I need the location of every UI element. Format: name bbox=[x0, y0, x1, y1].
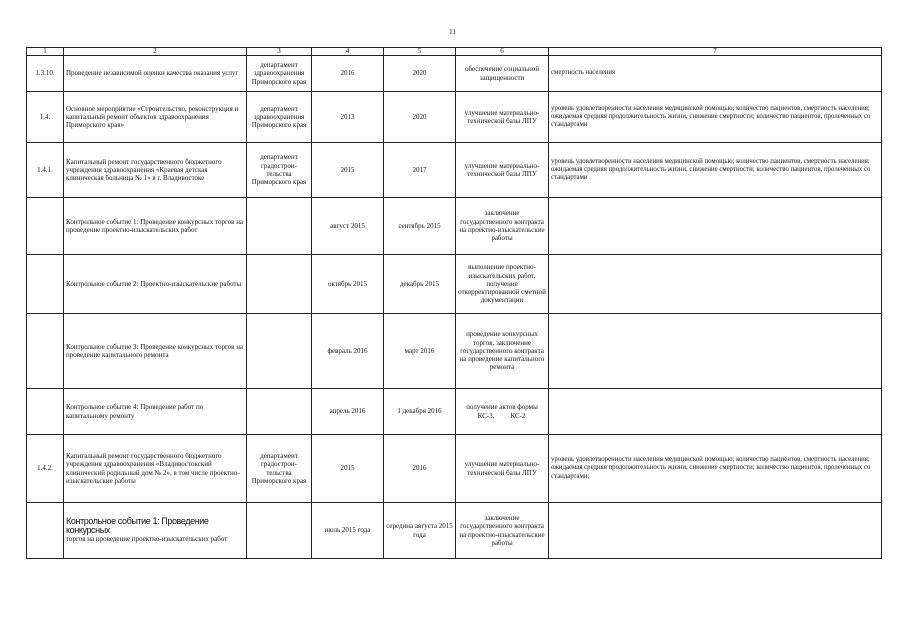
result-form-a: КС-3, bbox=[477, 411, 495, 420]
indicator-link bbox=[549, 389, 882, 435]
table-row bbox=[27, 314, 882, 389]
row-number bbox=[27, 503, 64, 559]
responsible-executor bbox=[247, 255, 312, 314]
end-date: 2017 bbox=[384, 143, 456, 198]
activity-name: Капитальный ремонт государственного бюджетного учреждения здравоохранения «Краевая детская клиническая больница № 1» в г. Владивостоке bbox=[64, 143, 247, 198]
column-number-row bbox=[27, 48, 882, 56]
table-row bbox=[27, 143, 882, 198]
table-row bbox=[27, 255, 882, 314]
start-date: 2015 bbox=[312, 143, 384, 198]
table-row bbox=[27, 56, 882, 92]
end-date: декабрь 2015 bbox=[384, 255, 456, 314]
indicator-link bbox=[549, 198, 882, 255]
table-row bbox=[27, 198, 882, 255]
start-date: октябрь 2015 bbox=[312, 255, 384, 314]
indicator-link: смертность населения bbox=[549, 56, 882, 92]
end-date: сентябрь 2015 bbox=[384, 198, 456, 255]
activity-name: Основное мероприятие «Строительство, реконструкция и капитальный ремонт объектов здравоохранения Приморского края» bbox=[64, 92, 247, 143]
activity-name: Капитальный ремонт государственного бюджетного учреждения здравоохранения «Владивостокский клинический родильный дом № 2», в том числе проектно-изыскательские работы bbox=[64, 435, 247, 503]
responsible-executor: департамент здравоохранения Приморского края bbox=[247, 92, 312, 143]
responsible-executor bbox=[247, 314, 312, 389]
activity-name: Контрольное событие 4: Проведение работ по капитальному ремонту bbox=[64, 389, 247, 435]
table-row bbox=[27, 389, 882, 435]
table-row bbox=[27, 92, 882, 143]
responsible-executor: департамент градострои-тельства Приморского края bbox=[247, 143, 312, 198]
activity-name-rest: торгов на проведение проектно-изыскательских работ bbox=[66, 535, 228, 544]
start-date: август 2015 bbox=[312, 198, 384, 255]
result-form-b: КС-2 bbox=[510, 411, 526, 420]
end-date: март 2016 bbox=[384, 314, 456, 389]
responsible-executor bbox=[247, 503, 312, 559]
row-number: 1.4.2. bbox=[27, 435, 64, 503]
row-number bbox=[27, 255, 64, 314]
expected-result: заключение государственного контракта на проектно-изыскательские работы bbox=[456, 503, 549, 559]
row-number: 1.4. bbox=[27, 92, 64, 143]
activity-name: Контрольное событие 3: Проведение конкурсных торгов на проведение капитального ремонта bbox=[64, 314, 247, 389]
page-number: 11 bbox=[449, 28, 456, 36]
result-line: получение актов формы bbox=[466, 403, 538, 412]
row-number: 1.4.1. bbox=[27, 143, 64, 198]
row-number bbox=[27, 198, 64, 255]
activity-name: Контрольное событие 1: Проведение конкурсных торгов на проведение проектно-изыскательских работ bbox=[64, 198, 247, 255]
expected-result: улучшение материально-технической базы ЛПУ bbox=[456, 92, 549, 143]
expected-result: заключение государственного контракта на проектно-изыскательские работы bbox=[456, 198, 549, 255]
col-header-3: 3 bbox=[247, 48, 312, 56]
col-header-6: 6 bbox=[456, 48, 549, 56]
indicator-link: уровень удовлетворенности населения медицинской помощью; количество пациентов, смертность населения; ожидаемая средняя продолжительность жизни, снижение смертности; количество пациентов, пролеченных со стандартами bbox=[549, 92, 882, 143]
responsible-executor: департамент здравоохранения Приморского края bbox=[247, 56, 312, 92]
end-date: середина августа 2015 года bbox=[384, 503, 456, 559]
expected-result: обеспечение социальной защищенности bbox=[456, 56, 549, 92]
activity-name: Контрольное событие 2: Проектно-изыскательские работы bbox=[64, 255, 247, 314]
row-number: 1.3.10. bbox=[27, 56, 64, 92]
responsible-executor bbox=[247, 389, 312, 435]
table-row bbox=[27, 503, 882, 559]
col-header-4: 4 bbox=[312, 48, 384, 56]
start-date: февраль 2016 bbox=[312, 314, 384, 389]
start-date: 2013 bbox=[312, 92, 384, 143]
end-date: 2016 bbox=[384, 435, 456, 503]
col-header-1: 1 bbox=[27, 48, 64, 56]
activity-name-large: Контрольное событие 1: Проведение конкурсных bbox=[66, 516, 209, 536]
expected-result: выполнение проектно-изыскательских работ, получение откорректированной сметной документации bbox=[456, 255, 549, 314]
end-date: 2020 bbox=[384, 92, 456, 143]
expected-result bbox=[456, 389, 549, 435]
indicator-link bbox=[549, 255, 882, 314]
expected-result: улучшение материально-технической базы ЛПУ bbox=[456, 143, 549, 198]
col-header-7: 7 bbox=[549, 48, 882, 56]
col-header-5: 5 bbox=[384, 48, 456, 56]
table-row bbox=[27, 435, 882, 503]
activity-name bbox=[64, 503, 247, 559]
expected-result: проведение конкурсных торгов, заключение государственного контракта на проведение капитального ремонта bbox=[456, 314, 549, 389]
indicator-link: уровень удовлетворенности населения медицинской помощью; количество пациентов, смертность населения; ожидаемая средняя продолжительность жизни, снижение смертности; количество пациентов, пролеченных со стандартами bbox=[549, 143, 882, 198]
program-table bbox=[26, 47, 882, 559]
responsible-executor: департамент градострои-тельства Приморского края bbox=[247, 435, 312, 503]
expected-result: улучшение материально-технической базы ЛПУ bbox=[456, 435, 549, 503]
indicator-link: уровень удовлетворенности населения медицинской помощью; количество пациентов, смертность населения; ожидаемая средняя продолжительность жизни, снижение смертности; количество пациентов, пролеченных со стандартами; bbox=[549, 435, 882, 503]
activity-name: Проведение независимой оценки качества оказания услуг bbox=[64, 56, 247, 92]
indicator-link bbox=[549, 503, 882, 559]
row-number bbox=[27, 314, 64, 389]
col-header-2: 2 bbox=[64, 48, 247, 56]
start-date: июль 2015 года bbox=[312, 503, 384, 559]
start-date: 2015 bbox=[312, 435, 384, 503]
end-date: 1 декабря 2016 bbox=[384, 389, 456, 435]
end-date: 2020 bbox=[384, 56, 456, 92]
indicator-link bbox=[549, 314, 882, 389]
start-date: апрель 2016 bbox=[312, 389, 384, 435]
row-number bbox=[27, 389, 64, 435]
start-date: 2016 bbox=[312, 56, 384, 92]
responsible-executor bbox=[247, 198, 312, 255]
